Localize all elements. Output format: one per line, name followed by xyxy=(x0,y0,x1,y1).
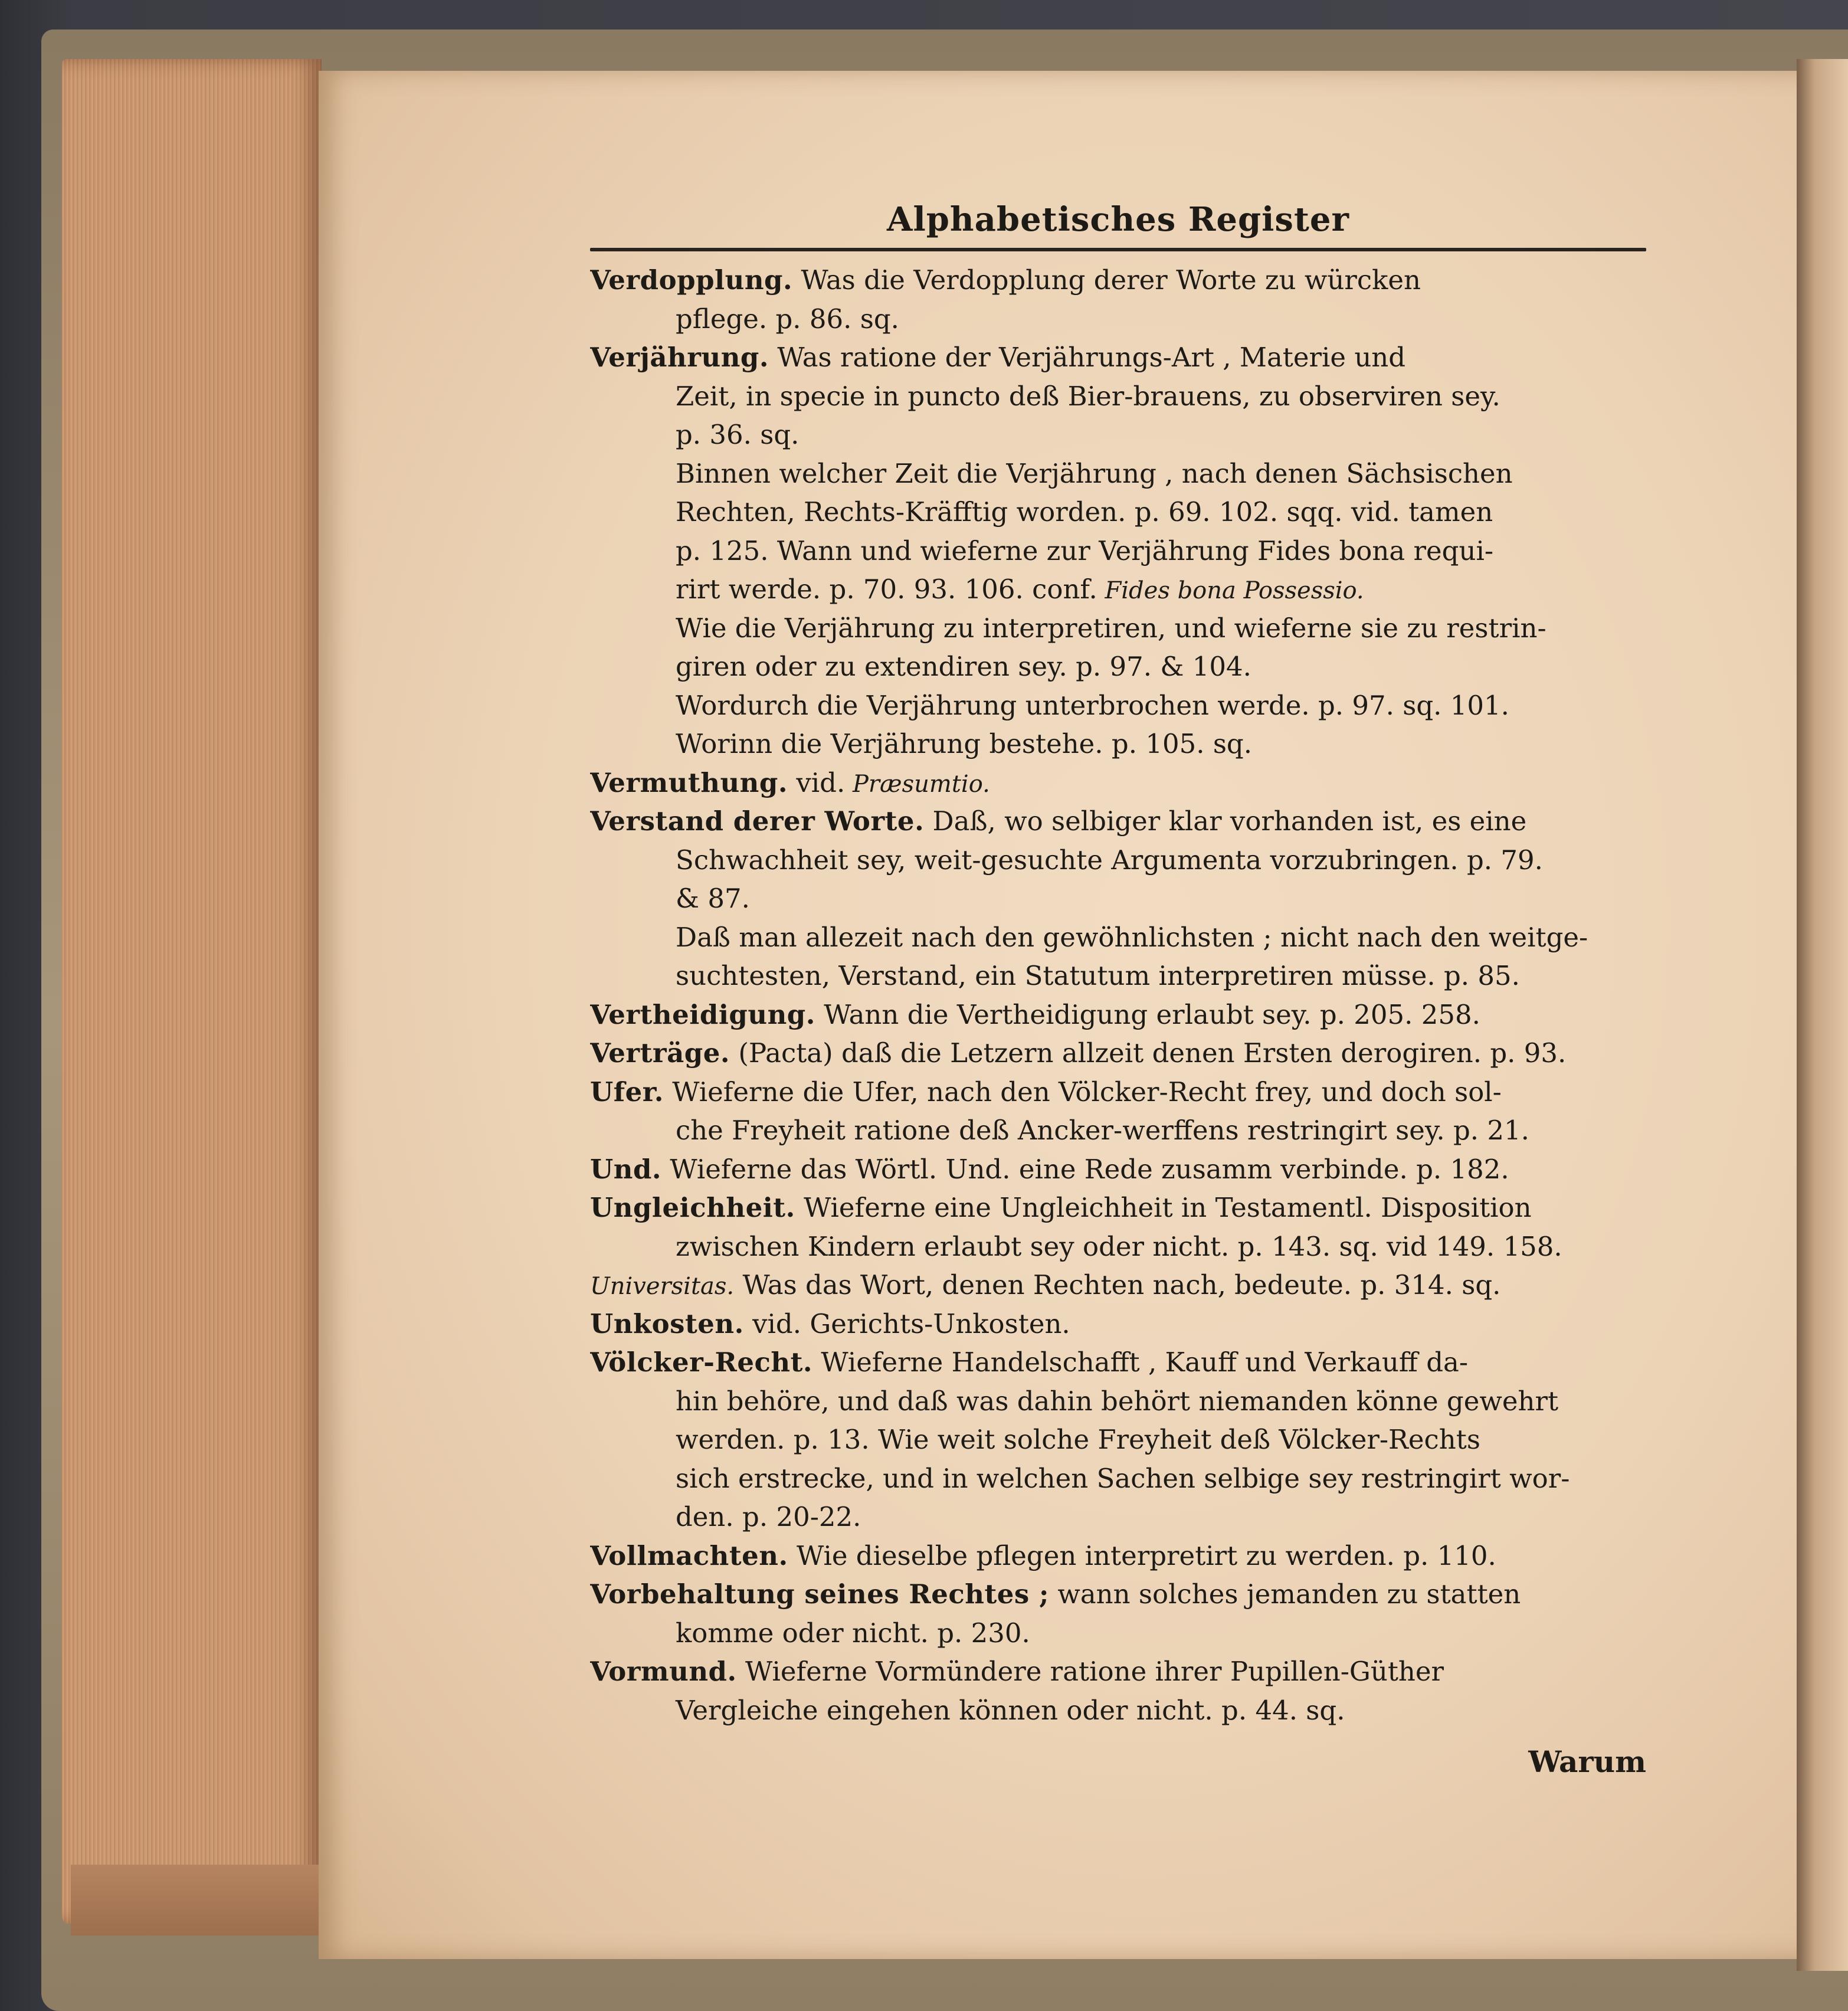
entry-text: p. 125. Wann und wieferne zur Verjährung Fides bona requi- xyxy=(676,535,1494,566)
entry-continuation-line xyxy=(590,879,1646,918)
entry-first-line xyxy=(590,1652,1646,1691)
catchword: Warum xyxy=(1528,1744,1646,1779)
entry-continuation-line xyxy=(590,1614,1646,1653)
entry-text: pflege. p. 86. sq. xyxy=(676,303,899,335)
entry-continuation-line xyxy=(590,1498,1646,1537)
register-entry xyxy=(590,802,1646,995)
entry-text: werden. p. 13. Wie weit solche Freyheit deß Völcker-Rechts xyxy=(676,1424,1480,1455)
entry-first-line xyxy=(590,1150,1646,1189)
entry-first-line xyxy=(590,1034,1646,1073)
entry-continuation-line xyxy=(590,841,1646,880)
entry-continuation-line xyxy=(590,1459,1646,1498)
entry-headword: Vormund. xyxy=(590,1656,737,1687)
register-entry xyxy=(590,1150,1646,1189)
register-entry xyxy=(590,1652,1646,1730)
entry-first-line xyxy=(590,1343,1646,1382)
entry-first-line xyxy=(590,1305,1646,1344)
entry-headword: Verdopplung. xyxy=(590,264,793,296)
entry-text: (Pacta) daß die Letzern allzeit denen Ersten derogiren. p. 93. xyxy=(730,1037,1567,1069)
entry-continuation-line xyxy=(590,918,1646,957)
register-entry xyxy=(590,764,1646,803)
entry-headword: Verjährung. xyxy=(590,342,769,373)
entry-text: Wann die Vertheidigung erlaubt sey. p. 205. 258. xyxy=(815,998,1480,1030)
entry-continuation-line xyxy=(590,532,1646,571)
entry-text: p. 36. sq. xyxy=(676,419,800,450)
entry-text: wann solches jemanden zu statten xyxy=(1049,1578,1521,1610)
register-entry xyxy=(590,1073,1646,1150)
entry-text: rirt werde. p. 70. 93. 106. conf. xyxy=(676,574,1097,605)
page-edges xyxy=(62,59,322,1924)
entry-continuation-line xyxy=(590,957,1646,995)
register-entry xyxy=(590,995,1646,1034)
entry-text: che Freyheit ratione deß Ancker-werffens restringirt sey. p. 21. xyxy=(676,1115,1529,1146)
entry-continuation-line xyxy=(590,1111,1646,1150)
entry-continuation-line xyxy=(590,686,1646,725)
entry-text: Wieferne das Wörtl. Und. eine Rede zusamm verbinde. p. 182. xyxy=(661,1153,1509,1185)
entry-text: Wie dieselbe pflegen interpretirt zu werden. p. 110. xyxy=(788,1540,1496,1571)
entry-first-line xyxy=(590,1575,1646,1614)
entry-first-line xyxy=(590,1266,1646,1305)
entry-text: Schwachheit sey, weit-gesuchte Argumenta vorzubringen. p. 79. xyxy=(676,844,1543,876)
register-entry xyxy=(590,1537,1646,1576)
entry-text: Rechten, Rechts-Kräfftig worden. p. 69. 102. sqq. vid. tamen xyxy=(676,496,1493,528)
entry-headword: Vollmachten. xyxy=(590,1540,788,1571)
entry-text: Was ratione der Verjährungs-Art , Materie und xyxy=(769,342,1406,373)
entry-text: Binnen welcher Zeit die Verjährung , nach denen Sächsischen xyxy=(676,457,1513,489)
register-entries xyxy=(590,261,1646,1730)
entry-text: zwischen Kindern erlaubt sey oder nicht. p. 143. sq. vid 149. 158. xyxy=(676,1230,1562,1262)
entry-headword: Unkosten. xyxy=(590,1308,744,1339)
entry-continuation-line xyxy=(590,1691,1646,1730)
entry-headword: Ufer. xyxy=(590,1076,664,1108)
entry-headword: Vertheidigung. xyxy=(590,998,815,1030)
entry-first-line xyxy=(590,1188,1646,1227)
entry-headword: Vermuthung. xyxy=(590,767,788,798)
entry-headword: Und. xyxy=(590,1153,662,1185)
register-entry xyxy=(590,338,1646,764)
entry-italic-reference: Fides bona Possessio. xyxy=(1097,577,1364,604)
entry-first-line xyxy=(590,338,1646,377)
entry-text: Wieferne die Ufer, nach den Völcker-Recht frey, und doch sol- xyxy=(663,1076,1502,1108)
entry-text: Was die Verdopplung derer Worte zu würcken xyxy=(792,264,1421,296)
entry-first-line xyxy=(590,261,1646,300)
entry-headword: Universitas. xyxy=(590,1273,735,1300)
entry-headword: Verträge. xyxy=(590,1037,730,1069)
entry-text: Wieferne Handelschafft , Kauff und Verkauff da- xyxy=(812,1347,1469,1378)
entry-text: suchtesten, Verstand, ein Statutum interpretiren müsse. p. 85. xyxy=(676,960,1520,991)
register-entry xyxy=(590,1266,1646,1305)
entry-continuation-line xyxy=(590,493,1646,532)
entry-continuation-line xyxy=(590,1420,1646,1459)
entry-headword: Verstand derer Worte. xyxy=(590,805,925,837)
entry-continuation-line xyxy=(590,609,1646,648)
entry-continuation-line xyxy=(590,725,1646,764)
entry-text: Wie die Verjährung zu interpretiren, und wieferne sie zu restrin- xyxy=(676,612,1546,644)
entry-first-line xyxy=(590,764,1646,803)
facing-page-edge xyxy=(1797,59,1848,1971)
entry-text: Zeit, in specie in puncto deß Bier-brauens, zu observiren sey. xyxy=(676,380,1500,412)
entry-continuation-line xyxy=(590,415,1646,454)
entry-headword: Ungleichheit. xyxy=(590,1192,795,1223)
entry-text: sich erstrecke, und in welchen Sachen selbige sey restringirt wor- xyxy=(676,1462,1570,1494)
entry-headword: Völcker-Recht. xyxy=(590,1347,813,1378)
entry-text: Daß man allezeit nach den gewöhnlichsten ; nicht nach den weitge- xyxy=(676,921,1588,953)
entry-text: Daß, wo selbiger klar vorhanden ist, es eine xyxy=(924,805,1527,837)
entry-first-line xyxy=(590,802,1646,841)
register-entry xyxy=(590,1575,1646,1652)
entry-text: Vergleiche eingehen können oder nicht. p. 44. sq. xyxy=(676,1694,1345,1726)
entry-text: vid. Gerichts-Unkosten. xyxy=(743,1308,1070,1339)
entry-continuation-line xyxy=(590,570,1646,609)
entry-text: & 87. xyxy=(676,883,750,914)
entry-text: hin behöre, und daß was dahin behört niemanden könne gewehrt xyxy=(676,1385,1559,1417)
entry-continuation-line xyxy=(590,1227,1646,1266)
entry-continuation-line xyxy=(590,1382,1646,1421)
entry-first-line xyxy=(590,1537,1646,1576)
entry-text: vid. xyxy=(788,767,846,798)
register-entry xyxy=(590,1188,1646,1266)
page-edges-lower xyxy=(71,1865,325,1935)
entry-text: den. p. 20-22. xyxy=(676,1501,861,1532)
entry-text: Was das Wort, denen Rechten nach, bedeute. p. 314. sq. xyxy=(734,1269,1501,1301)
entry-continuation-line xyxy=(590,647,1646,686)
register-entry xyxy=(590,1034,1646,1073)
entry-text: Wieferne Vormündere ratione ihrer Pupillen-Güther xyxy=(736,1656,1444,1687)
entry-text: komme oder nicht. p. 230. xyxy=(676,1617,1030,1649)
entry-continuation-line xyxy=(590,377,1646,416)
register-text xyxy=(590,195,1646,1783)
entry-italic-reference: Præsumtio. xyxy=(845,770,990,798)
header-rule xyxy=(590,248,1646,251)
entry-continuation-line xyxy=(590,300,1646,339)
entry-first-line xyxy=(590,995,1646,1034)
register-entry xyxy=(590,1343,1646,1537)
entry-first-line xyxy=(590,1073,1646,1112)
register-entry xyxy=(590,1305,1646,1344)
running-head: Alphabetisches Register xyxy=(887,200,1349,239)
entry-text: Wordurch die Verjährung unterbrochen werde. p. 97. sq. 101. xyxy=(676,689,1509,721)
entry-continuation-line xyxy=(590,454,1646,493)
entry-headword: Vorbehaltung seines Rechtes ; xyxy=(590,1578,1050,1610)
register-entry xyxy=(590,261,1646,338)
entry-text: Wieferne eine Ungleichheit in Testamentl. Disposition xyxy=(795,1192,1532,1223)
entry-text: Worinn die Verjährung bestehe. p. 105. sq. xyxy=(676,728,1253,759)
entry-text: giren oder zu extendiren sey. p. 97. & 104. xyxy=(676,651,1251,682)
